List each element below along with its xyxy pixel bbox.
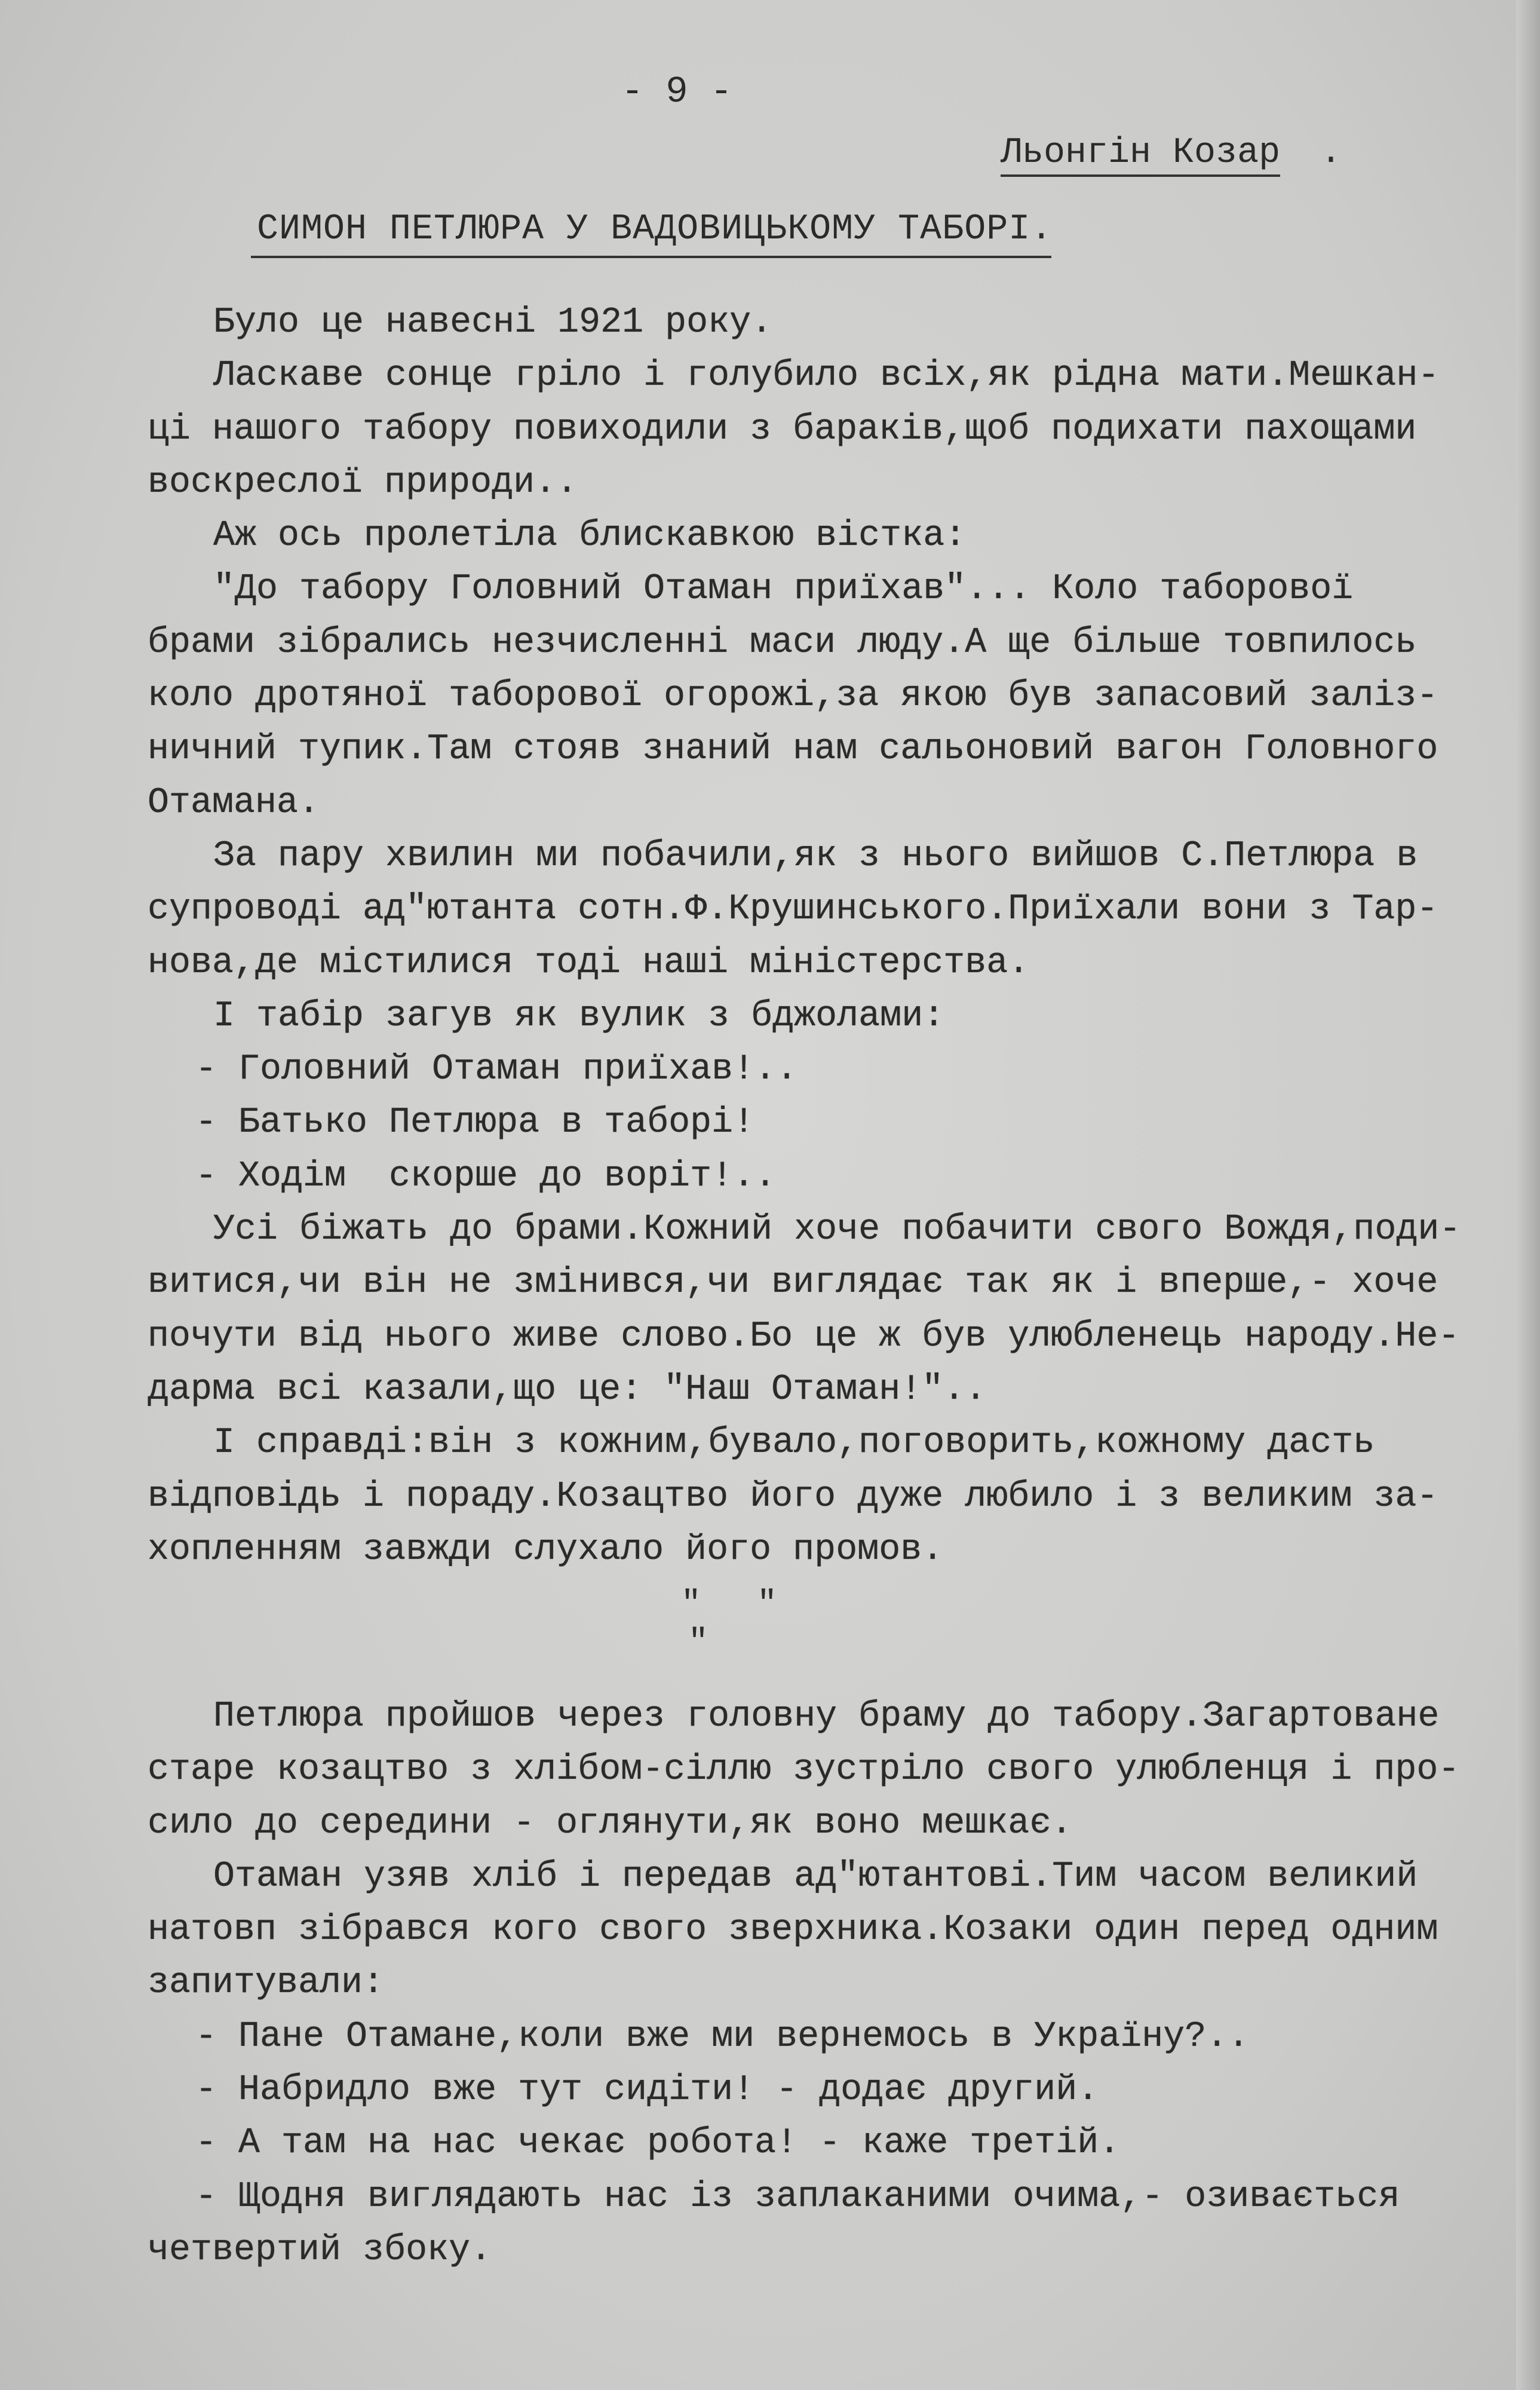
- text-line: сило до середини - оглянути,як воно мешкає.: [148, 1803, 1073, 1844]
- text-line: Отамана.: [148, 782, 320, 823]
- text-line: - Набридло вже тут сидіти! - додає другий.: [195, 2070, 1099, 2111]
- text-line: хопленням завжди слухало його промов.: [148, 1529, 944, 1570]
- text-block-2: [148, 1690, 1459, 2277]
- text-line: ці нашого табору повиходили з бараків,щоб подихати пахощами: [148, 409, 1417, 450]
- text-line: - Батько Петлюра в таборі!: [195, 1102, 755, 1144]
- text-line: І справді:він з кожним,бувало,поговорить,кожному дасть: [213, 1423, 1375, 1464]
- text-line: Петлюра пройшов через головну браму до табору.Загартоване: [213, 1696, 1440, 1737]
- section-separator-top: " ": [681, 1585, 777, 1623]
- text-line: - Щодня виглядають нас із заплаканими очима,- озивається: [195, 2176, 1400, 2217]
- text-line: відповідь і пораду.Козацтво його дуже любило і з великим за-: [148, 1476, 1438, 1517]
- text-line: старе козацтво з хлібом-сіллю зустріло свого улюбленця і про-: [148, 1749, 1460, 1791]
- text-line: дарма всі казали,що це: "Наш Отаман!"..: [148, 1369, 987, 1410]
- text-line: ничний тупик.Там стояв знаний нам сальоновий вагон Головного: [148, 729, 1438, 770]
- text-line: Аж ось пролетіла блискавкою вістка:: [213, 516, 967, 557]
- text-line: супроводі ад"ютанта сотн.Ф.Крушинського.Приїхали вони з Тар-: [148, 889, 1438, 930]
- text-line: І табір загув як вулик з бджолами:: [213, 995, 945, 1037]
- text-line: натовп зібрався кого свого зверхника.Козаки один перед одним: [148, 1910, 1438, 1951]
- text-line: почути від нього живе слово.Бо це ж був улюбленець народу.Не-: [148, 1316, 1460, 1357]
- section-separator-bottom: ": [688, 1623, 708, 1661]
- text-line: четвертий збоку.: [148, 2229, 492, 2270]
- text-line: нова,де містилися тоді наші міністерства.: [148, 942, 1030, 983]
- text-line: Ласкаве сонце гріло і голубило всіх,як рідна мати.Мешкан-: [213, 356, 1440, 397]
- text-line: Отаман узяв хліб і передав ад"ютантові.Тим часом великий: [213, 1856, 1418, 1897]
- title-underline: [251, 256, 1051, 258]
- text-line: - А там на нас чекає робота! - каже третій.: [195, 2123, 1121, 2164]
- author-name: Льонгін Козар: [1001, 133, 1280, 177]
- text-line: Було це навесні 1921 року.: [213, 302, 773, 343]
- text-line: "До табору Головний Отаман приїхав"... Коло таборової: [213, 569, 1354, 610]
- text-line: За пару хвилин ми побачили,як з нього вийшов С.Петлюра в: [213, 835, 1418, 877]
- page-number: - 9 -: [621, 71, 733, 113]
- author-trailing-dot: .: [1320, 133, 1342, 173]
- text-line: - Пане Отамане,коли вже ми вернемось в Україну?..: [195, 2016, 1250, 2057]
- text-line: запитували:: [148, 1963, 385, 2004]
- text-line: - Головний Отаман приїхав!..: [195, 1049, 798, 1090]
- document-title: СИМОН ПЕТЛЮРА У ВАДОВИЦЬКОМУ ТАБОРІ.: [257, 209, 1053, 250]
- text-line: Усі біжать до брами.Кожний хоче побачити свого Вождя,поди-: [213, 1209, 1461, 1251]
- text-line: воскреслої природи..: [148, 462, 578, 503]
- text-line: брами зібрались незчисленні маси люду.А ще більше товпилось: [148, 622, 1417, 663]
- text-line: витися,чи він не змінився,чи виглядає так як і вперше,- хоче: [148, 1263, 1438, 1304]
- text-line: - Ходім скорше до воріт!..: [195, 1156, 777, 1197]
- text-line: коло дротяної таборової огорожі,за якою був запасовий заліз-: [148, 676, 1438, 717]
- page-edge-shadow: [1516, 0, 1540, 2390]
- text-block-1: [148, 296, 1461, 1577]
